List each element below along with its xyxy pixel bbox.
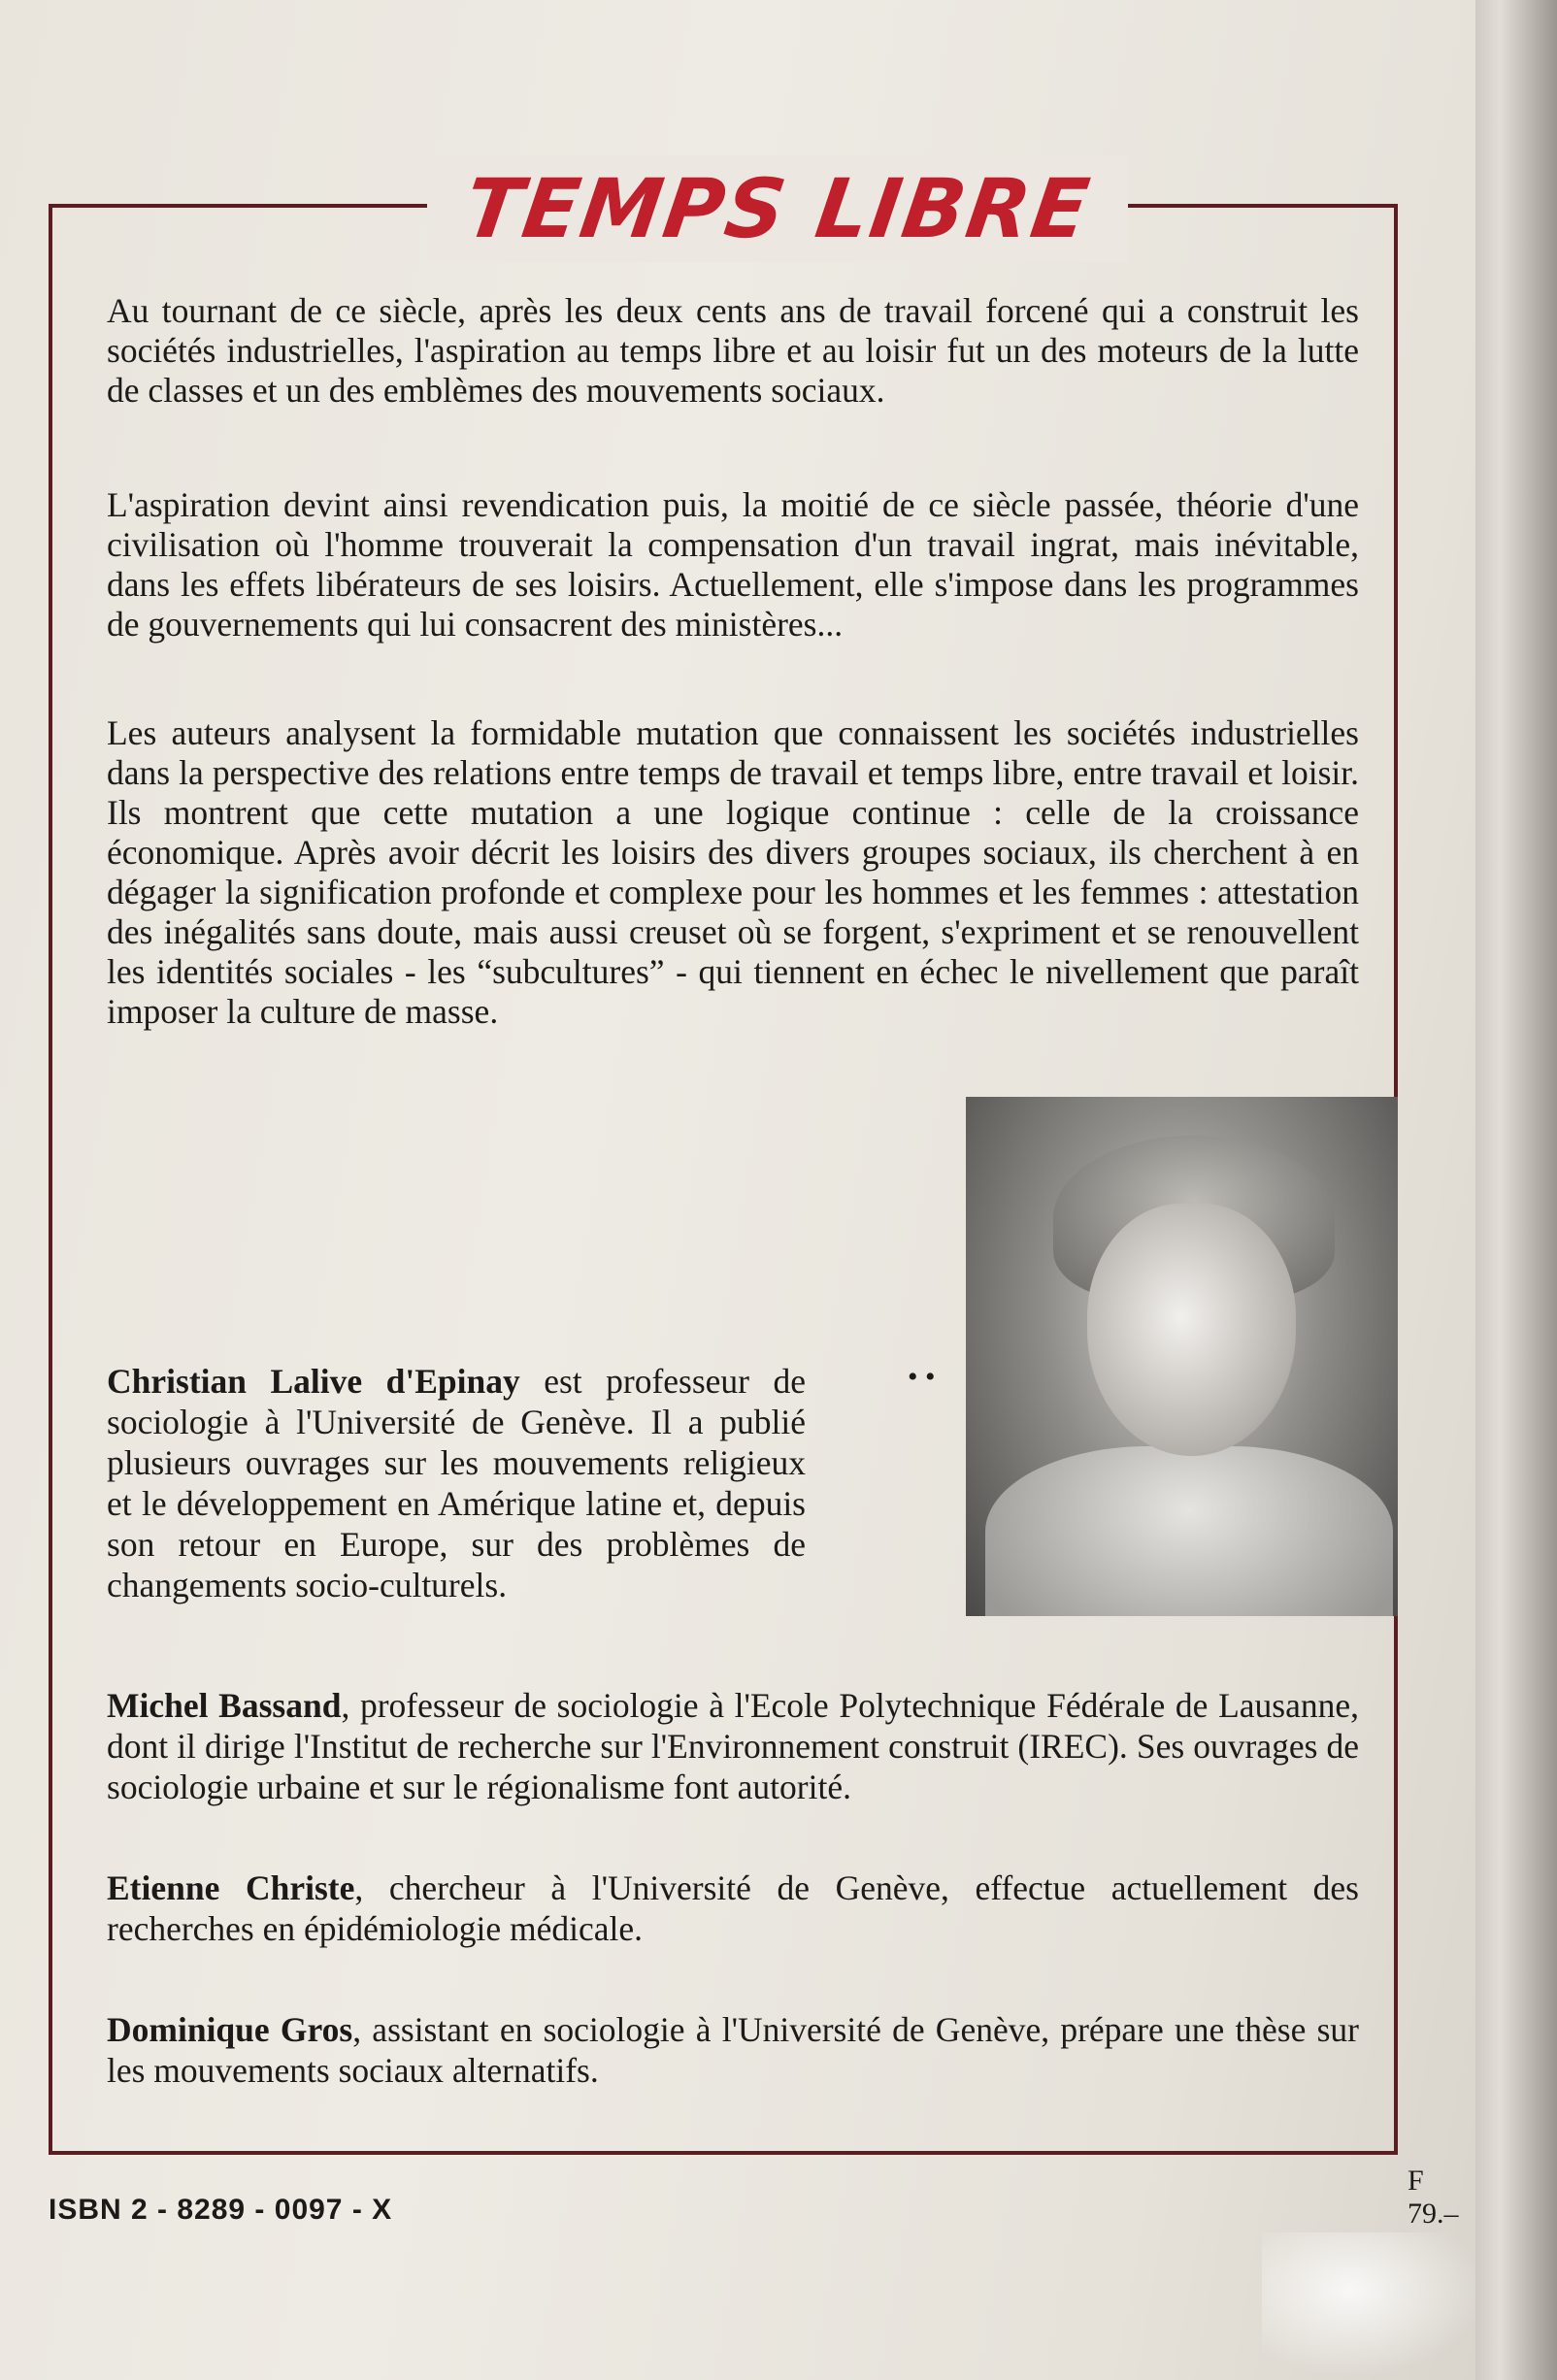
author-photo — [966, 1097, 1398, 1616]
author-name: Etienne Christe — [107, 1868, 355, 1907]
blurb-paragraph-1: Au tournant de ce siècle, après les deux cents ans de travail forcené qui a construit les sociétés industrielles, l'aspiration au temps libre et au loisir fut un des moteurs de la lutte de classes et un des emblèmes des mouvements sociaux. — [107, 291, 1359, 410]
book-title: TEMPS LIBRE — [459, 161, 1097, 256]
author-bio-text: , professeur de sociologie à l'Ecole Polytechnique Fédérale de Lausanne, dont il dirige l'Institut de recherche sur l'Environnement construit (IREC). Ses ouvrages de sociologie urbaine et sur le régionalisme font autorité. — [107, 1686, 1359, 1806]
author-bio-text: , chercheur à l'Université de Genève, effectue actuellement des recherches en épidémiologie médicale. — [107, 1868, 1359, 1948]
author-bio-2 — [107, 1685, 1359, 1807]
title-band — [427, 155, 1128, 262]
decorative-dots: • • — [908, 1361, 936, 1393]
blurb-paragraph-2: L'aspiration devint ainsi revendication puis, la moitié de ce siècle passée, théorie d'une civilisation où l'homme trouverait la compensation d'un travail ingrat, mais inévitable, dans les effets libérateurs de ses loisirs. Actuellement, elle s'impose dans les programmes de gouvernements qui lui consacrent des ministères... — [107, 485, 1359, 644]
price-label: F 79.– — [1408, 2165, 1459, 2230]
author-bio-text: est professeur de sociologie à l'Université de Genève. Il a publié plusieurs ouvrages sur les mouvements religieux et le développement en Amérique latine et, depuis son retour en Europe, sur des problèmes de changements socio-culturels. — [107, 1362, 806, 1604]
photo-shirt — [985, 1446, 1393, 1616]
author-bio-1 — [107, 1361, 806, 1605]
author-name: Christian Lalive d'Epinay — [107, 1362, 520, 1401]
plastic-glare — [1262, 2232, 1485, 2378]
author-bio-text: , assistant en sociologie à l'Université de Genève, prépare une thèse sur les mouvements sociaux alternatifs. — [107, 2010, 1359, 2090]
author-bio-3 — [107, 1868, 1359, 1949]
blurb-paragraph-3: Les auteurs analysent la formidable mutation que connaissent les sociétés industrielles dans la perspective des relations entre temps de travail et temps libre, entre travail et loisir. Ils montrent que cette mutation a une logique continue : celle de la croissance économique. Après avoir décrit les loisirs des divers groupes sociaux, ils cherchent à en dégager la signification profonde et complexe pour les hommes et les femmes : attestation des inégalités sans doute, mais aussi creuset où se forgent, s'expriment et se renouvellent les identités sociales - les “subcultures” - qui tiennent en échec le nivellement que paraît imposer la culture de masse. — [107, 713, 1359, 1031]
author-bio-4 — [107, 2009, 1359, 2091]
page-edge — [1475, 0, 1557, 2380]
photo-face — [1087, 1204, 1296, 1456]
isbn-number: ISBN 2 - 8289 - 0097 - X — [49, 2194, 393, 2226]
author-name: Dominique Gros — [107, 2010, 353, 2049]
author-name: Michel Bassand — [107, 1686, 342, 1725]
